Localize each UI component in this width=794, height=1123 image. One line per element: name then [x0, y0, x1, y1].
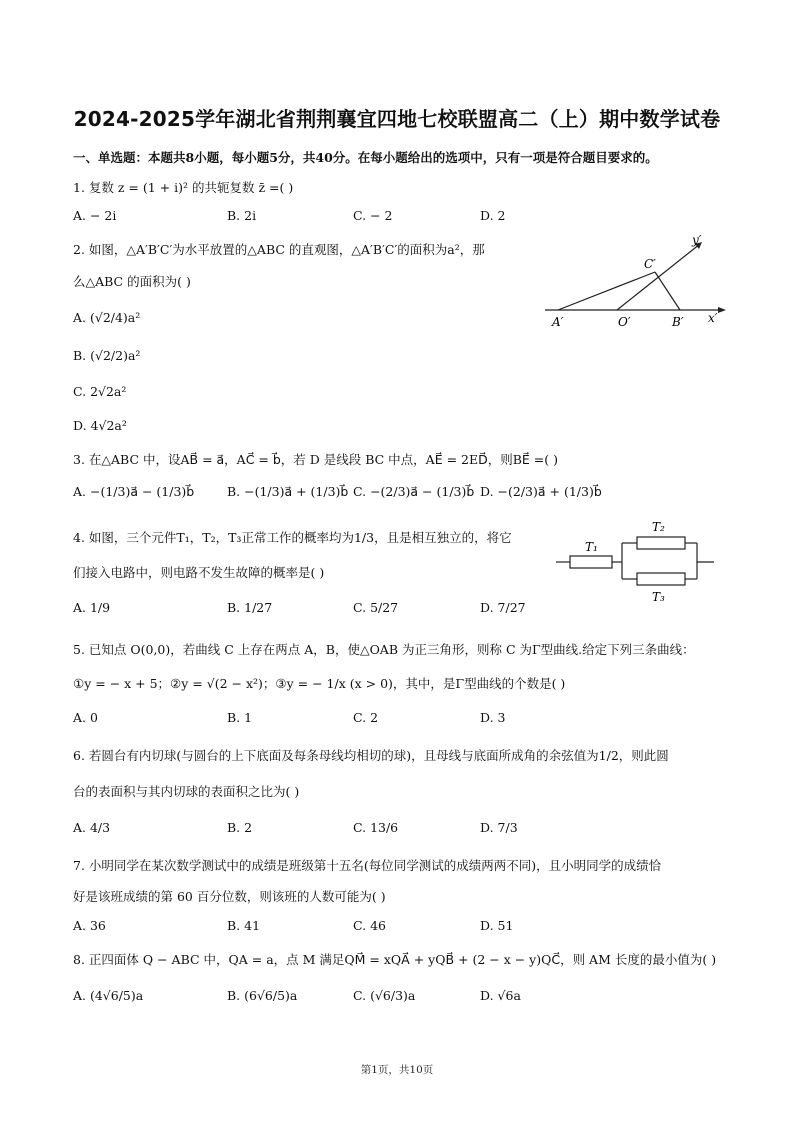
question-5-stem-line2: ①y = − x + 5；②y = √(2 − x²)；③y = − 1/x (x > 0)，其中，是Γ型曲线的个数是( )	[73, 676, 566, 691]
label-t1: T₁	[585, 540, 598, 554]
element-t3	[637, 573, 685, 585]
question-1-stem: 1. 复数 z = (1 + i)² 的共轭复数 z̄ =( )	[73, 180, 294, 195]
page-title: 2024-2025学年湖北省荆荆襄宜四地七校联盟高二（上）期中数学试卷	[73, 107, 721, 131]
label-b-prime: B′	[672, 315, 684, 329]
q2-option-c: C. 2√2a²	[73, 384, 127, 399]
q8-option-b: B. (6√6/5)a	[227, 988, 298, 1003]
label-y-prime: y′	[692, 233, 702, 247]
q6-option-c: C. 13/6	[353, 820, 399, 835]
label-o-prime: O′	[618, 315, 631, 329]
q6-option-a: A. 4/3	[73, 820, 111, 835]
q3-option-b: B. −(1/3)a⃗ + (1/3)b⃗	[227, 484, 349, 499]
q7-option-a: A. 36	[73, 918, 106, 933]
q3-option-d: D. −(2/3)a⃗ + (1/3)b⃗	[480, 484, 602, 499]
q5-option-b: B. 1	[227, 710, 253, 725]
element-t1	[570, 556, 612, 568]
element-t2	[637, 537, 685, 549]
q1-option-b: B. 2i	[227, 208, 257, 223]
q1-option-d: D. 2	[480, 208, 506, 223]
q4-option-c: C. 5/27	[353, 600, 399, 615]
q8-option-a: A. (4√6/5)a	[73, 988, 144, 1003]
q3-option-a: A. −(1/3)a⃗ − (1/3)b⃗	[73, 484, 195, 499]
oblique-projection-figure	[540, 232, 730, 332]
q5-option-d: D. 3	[480, 710, 506, 725]
question-6-stem-line1: 6. 若圆台有内切球(与圆台的上下底面及每条母线均相切的球)，且母线与底面所成角的余弦值为1/2，则此圆	[73, 748, 669, 763]
q1-option-c: C. − 2	[353, 208, 393, 223]
question-8-stem: 8. 正四面体 Q − ABC 中，QA = a，点 M 满足QM⃗ = xQA⃗ + yQB⃗ + (2 − x − y)QC⃗，则 AM 长度的最小值为( )	[73, 952, 717, 967]
q5-option-c: C. 2	[353, 710, 379, 725]
q2-option-d: D. 4√2a²	[73, 418, 127, 433]
label-t2: T₂	[652, 520, 665, 534]
label-a-prime: A′	[552, 315, 564, 329]
q7-option-c: C. 46	[353, 918, 386, 933]
circuit-figure	[552, 515, 722, 607]
q4-option-b: B. 1/27	[227, 600, 273, 615]
label-c-prime: C′	[644, 257, 656, 271]
q4-option-d: D. 7/27	[480, 600, 526, 615]
x-axis-arrow	[718, 307, 726, 313]
q2-option-a: A. (√2/4)a²	[73, 310, 141, 325]
question-4-stem-line1: 4. 如图，三个元件T₁，T₂，T₃正常工作的概率均为1/3，且是相互独立的，将它	[73, 530, 512, 545]
question-4-stem-line2: 们接入电路中，则电路不发生故障的概率是( )	[73, 565, 325, 580]
q3-option-c: C. −(2/3)a⃗ − (1/3)b⃗	[353, 484, 475, 499]
q6-option-b: B. 2	[227, 820, 253, 835]
q8-option-d: D. √6a	[480, 988, 521, 1003]
q8-option-c: C. (√6/3)a	[353, 988, 416, 1003]
question-2-stem-line2: 么△ABC 的面积为( )	[73, 274, 191, 289]
question-3-stem: 3. 在△ABC 中，设AB⃗ = a⃗，AC⃗ = b⃗，若 D 是线段 BC 中点，AE⃗ = 2ED⃗，则BE⃗ =( )	[73, 452, 558, 467]
section-heading: 一、单选题：本题共8小题，每小题5分，共40分。在每小题给出的选项中，只有一项是符合题目要求的。	[73, 150, 658, 165]
question-6-stem-line2: 台的表面积与其内切球的表面积之比为( )	[73, 784, 300, 799]
q4-option-a: A. 1/9	[73, 600, 111, 615]
page-footer: 第1页，共10页	[360, 1064, 434, 1076]
question-5-stem-line1: 5. 已知点 O(0,0)，若曲线 C 上存在两点 A，B，使△OAB 为正三角形，则称 C 为Γ型曲线.给定下列三条曲线：	[73, 642, 695, 657]
q1-option-a: A. − 2i	[73, 208, 117, 223]
q7-option-b: B. 41	[227, 918, 261, 933]
q2-option-b: B. (√2/2)a²	[73, 348, 141, 363]
label-t3: T₃	[652, 590, 665, 604]
label-x-prime: x′	[708, 311, 718, 325]
question-7-stem-line2: 好是该班成绩的第 60 百分位数，则该班的人数可能为( )	[73, 889, 386, 904]
q6-option-d: D. 7/3	[480, 820, 518, 835]
question-7-stem-line1: 7. 小明同学在某次数学测试中的成绩是班级第十五名(每位同学测试的成绩两两不同)，且小明同学的成绩恰	[73, 858, 662, 873]
question-2-stem-line1: 2. 如图，△A′B′C′为水平放置的△ABC 的直观图，△A′B′C′的面积为a²，那	[73, 242, 485, 257]
q7-option-d: D. 51	[480, 918, 514, 933]
side-c-b	[655, 272, 680, 310]
q5-option-a: A. 0	[73, 710, 98, 725]
